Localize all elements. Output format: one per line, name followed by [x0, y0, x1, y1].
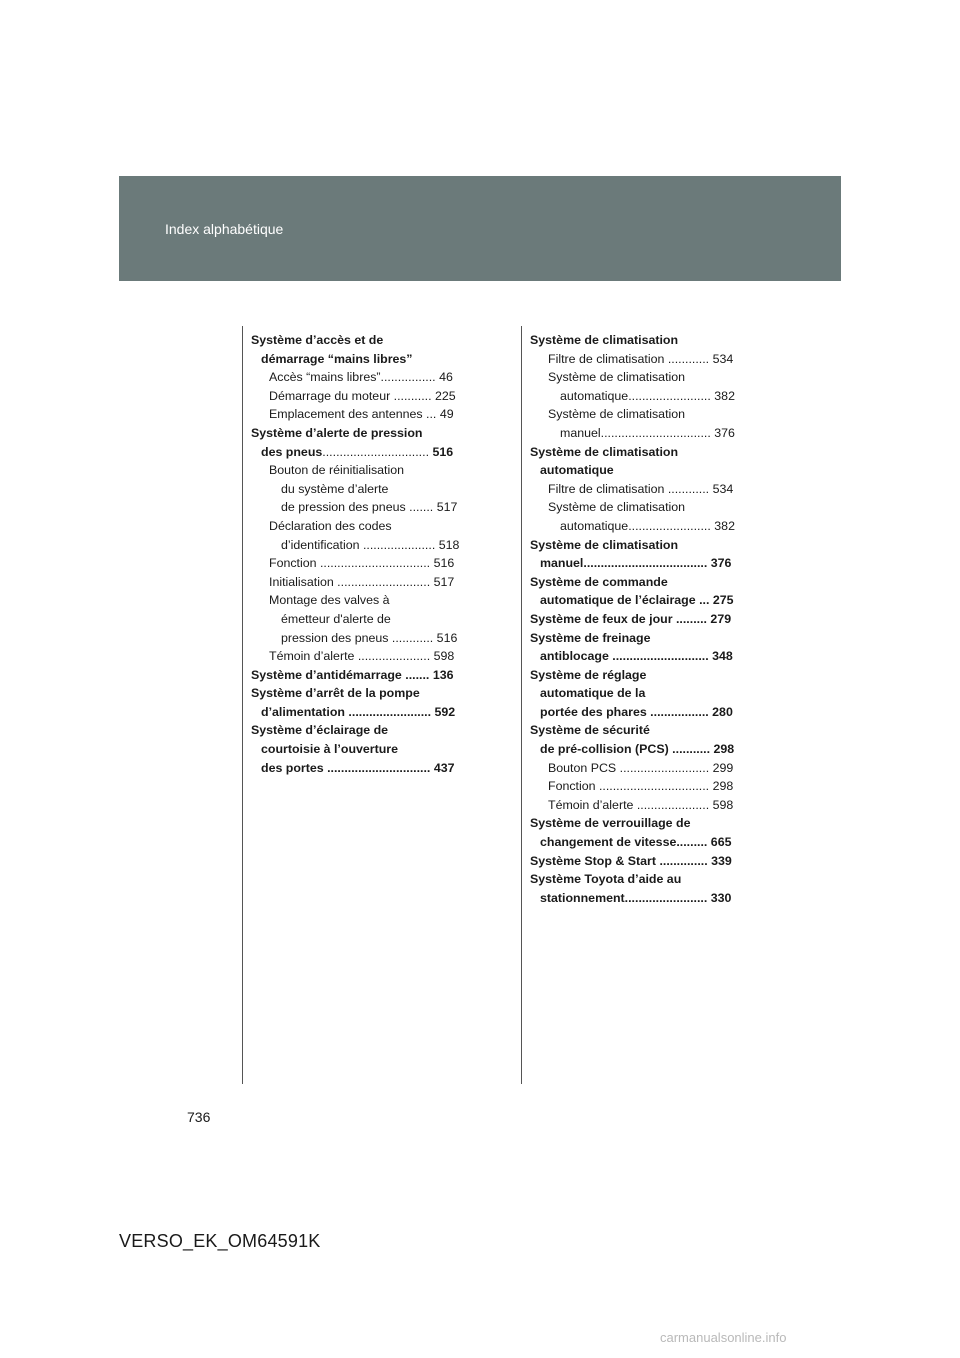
index-entry-text: Système de climatisation [530, 444, 679, 459]
header-bar [119, 176, 841, 281]
index-entry-text: Système de verrouillage de [530, 816, 691, 831]
index-entry [530, 443, 749, 462]
index-entry-text: de pré-collision (PCS) ........... [540, 742, 711, 757]
index-entry-text: Bouton PCS .......................... [548, 760, 710, 775]
index-entry-page: 598 [433, 649, 455, 664]
index-entry-text: Système Toyota d’aide au [530, 872, 682, 887]
index-entry-text: du système d’alerte [281, 481, 389, 496]
index-entry-page: 516 [436, 630, 458, 645]
index-entry-page: 330 [710, 890, 732, 905]
index-entry-text: Filtre de climatisation ............ [548, 481, 710, 496]
index-entry-page: 517 [433, 574, 455, 589]
index-entry-text: Système de climatisation [530, 333, 679, 347]
index-entry-text: Système de climatisation [548, 500, 686, 515]
index-entry [530, 405, 749, 424]
index-entry-text: manuel................................ [560, 425, 711, 440]
index-entry-text: Accès “mains libres”................ [269, 370, 436, 385]
index-entry [251, 703, 471, 722]
index-entry-text: automatique [540, 463, 614, 478]
index-entry [530, 610, 749, 629]
index-entry-text: Démarrage du moteur ........... [269, 388, 432, 403]
index-entry-text: Témoin d’alerte ..................... [269, 649, 431, 664]
index-entry [530, 759, 749, 778]
index-entry [530, 517, 749, 536]
index-entry [251, 350, 471, 369]
index-entry [251, 591, 471, 610]
index-entry-text: Initialisation ........................... [269, 574, 431, 589]
index-entry-page: 376 [710, 556, 732, 571]
index-entry [530, 833, 749, 852]
index-entry [530, 480, 749, 499]
index-entry-text: Système de climatisation [548, 407, 686, 422]
index-entry-text: Système de climatisation [548, 370, 686, 385]
index-entry-text: automatique de l’éclairage ... [540, 593, 710, 608]
index-entry-text: Système de feux de jour ......... [530, 611, 707, 626]
index-entry-text: Système de commande [530, 574, 668, 589]
index-entry-page: 348 [712, 649, 733, 664]
index-entry-text: Bouton de réinitialisation [269, 463, 405, 478]
index-entry-text: émetteur d'alerte de [281, 611, 391, 626]
index-entry [530, 573, 749, 592]
index-entry [530, 703, 749, 722]
index-entry-page: 516 [433, 556, 455, 571]
index-entry [530, 350, 749, 369]
index-entry [530, 591, 749, 610]
index-entry [530, 889, 749, 908]
index-entry-page: 534 [712, 351, 734, 366]
index-entry-text: Système de sécurité [530, 723, 650, 738]
index-entry [251, 424, 471, 443]
index-entry [251, 740, 471, 759]
index-entry [251, 387, 471, 406]
index-entry-page: 279 [710, 611, 732, 626]
index-entry [530, 498, 749, 517]
index-entry [251, 647, 471, 666]
index-entry-page: 46 [439, 370, 453, 385]
index-entry [251, 331, 471, 350]
index-entry-text: Système d’éclairage de [251, 723, 389, 738]
left-column-divider [242, 326, 243, 1084]
index-entry [251, 759, 471, 778]
index-entry-page: 382 [714, 518, 735, 533]
index-entry [251, 461, 471, 480]
watermark: carmanualsonline.info [660, 1330, 787, 1345]
index-entry-page: 339 [711, 853, 732, 868]
index-column-right [530, 331, 749, 907]
index-entry-text: courtoisie à l’ouverture [261, 742, 399, 757]
index-entry-text: automatique de la [540, 686, 646, 701]
index-entry [530, 554, 749, 573]
index-entry-text: d’alimentation ........................ [261, 704, 432, 719]
index-entry [530, 461, 749, 480]
index-entry-text: des pneus [261, 444, 323, 459]
index-entry [251, 536, 471, 555]
index-entry-text: Système de freinage [530, 630, 651, 645]
right-column-divider [521, 326, 522, 1084]
index-entry-page: 592 [434, 704, 456, 719]
index-entry-text: d’identification ..................... [281, 537, 436, 552]
index-entry-text: de pression des pneus ....... [281, 500, 434, 515]
index-entry-text: Système d’antidémarrage ....... [251, 667, 430, 682]
index-entry-page: 516 [432, 444, 454, 459]
index-entry-page: 534 [712, 481, 734, 496]
index-entry-page: 49 [439, 407, 454, 422]
index-entry-text: pression des pneus ............ [281, 630, 434, 645]
index-entry-text: Déclaration des codes [269, 518, 392, 533]
index-entry-text: changement de vitesse......... [540, 835, 708, 850]
index-entry-text: automatique........................ [560, 518, 711, 533]
index-entry-page: 280 [712, 704, 733, 719]
index-entry [530, 666, 749, 685]
index-entry [530, 870, 749, 889]
index-entry-text: Système de réglage [530, 667, 647, 682]
index-entry [530, 424, 749, 443]
index-entry [251, 405, 471, 424]
index-entry [530, 796, 749, 815]
index-entry [251, 517, 471, 536]
index-entry [530, 721, 749, 740]
index-entry-page: 518 [438, 537, 460, 552]
index-entry-page: 298 [712, 779, 734, 794]
index-entry [251, 684, 471, 703]
index-entry [530, 684, 749, 703]
index-entry-text: antiblocage ............................ [540, 649, 709, 664]
index-entry-page: 136 [432, 667, 454, 682]
index-entry [530, 331, 749, 350]
index-entry [530, 740, 749, 759]
index-entry [251, 573, 471, 592]
index-entry-text: Emplacement des antennes ... [269, 407, 437, 422]
index-entry [251, 721, 471, 740]
index-entry-text: Système de climatisation [530, 537, 679, 552]
index-entry [530, 814, 749, 833]
index-entry-page: 376 [714, 425, 735, 440]
index-entry-page: 382 [714, 388, 735, 403]
index-entry-page: 275 [712, 593, 734, 608]
index-entry [530, 777, 749, 796]
index-entry-text: des portes .............................. [261, 760, 431, 775]
page-number: 736 [187, 1109, 211, 1125]
index-entry-page: 437 [433, 760, 455, 775]
index-entry [251, 610, 471, 629]
index-entry-page: 665 [710, 835, 732, 850]
index-entry-text: Montage des valves à [269, 593, 390, 608]
index-entry [251, 480, 471, 499]
index-entry-text: automatique........................ [560, 388, 711, 403]
index-entry-page: 598 [712, 797, 734, 812]
index-entry-text: Système d’alerte de pression [251, 425, 423, 440]
index-entry-text: Fonction ................................ [548, 779, 710, 794]
index-column-left [251, 331, 471, 777]
index-entry-text: Témoin d’alerte ..................... [548, 797, 710, 812]
index-entry-text: Système d’arrêt de la pompe [251, 686, 420, 701]
index-entry [251, 666, 471, 685]
header-title: Index alphabétique [165, 221, 284, 237]
index-entry-page: 298 [713, 742, 735, 757]
index-entry [251, 554, 471, 573]
index-entry-text: Système Stop & Start .............. [530, 853, 708, 868]
index-entry-text: Système d’accès et de [251, 333, 384, 347]
index-entry [251, 368, 471, 387]
index-entry [530, 387, 749, 406]
index-entry-text: Filtre de climatisation ............ [548, 351, 710, 366]
index-entry [530, 536, 749, 555]
document-id: VERSO_EK_OM64591K [119, 1231, 321, 1251]
index-entry-text: démarrage “mains libres” [261, 351, 413, 366]
index-entry [251, 443, 471, 462]
index-entry-page: 517 [436, 500, 458, 515]
index-entry-page: 225 [434, 388, 456, 403]
index-entry-text: stationnement........................ [540, 890, 708, 905]
index-entry [251, 498, 471, 517]
index-entry [530, 629, 749, 648]
index-entry [251, 629, 471, 648]
index-entry [530, 647, 749, 666]
index-entry-text: portée des phares ................. [540, 704, 709, 719]
index-entry-text: Fonction ................................ [269, 556, 431, 571]
index-entry-leader: ............................... [322, 444, 430, 459]
index-entry [530, 852, 749, 871]
index-entry-text: manuel.................................... [540, 556, 708, 571]
index-entry [530, 368, 749, 387]
index-entry-page: 299 [712, 760, 734, 775]
